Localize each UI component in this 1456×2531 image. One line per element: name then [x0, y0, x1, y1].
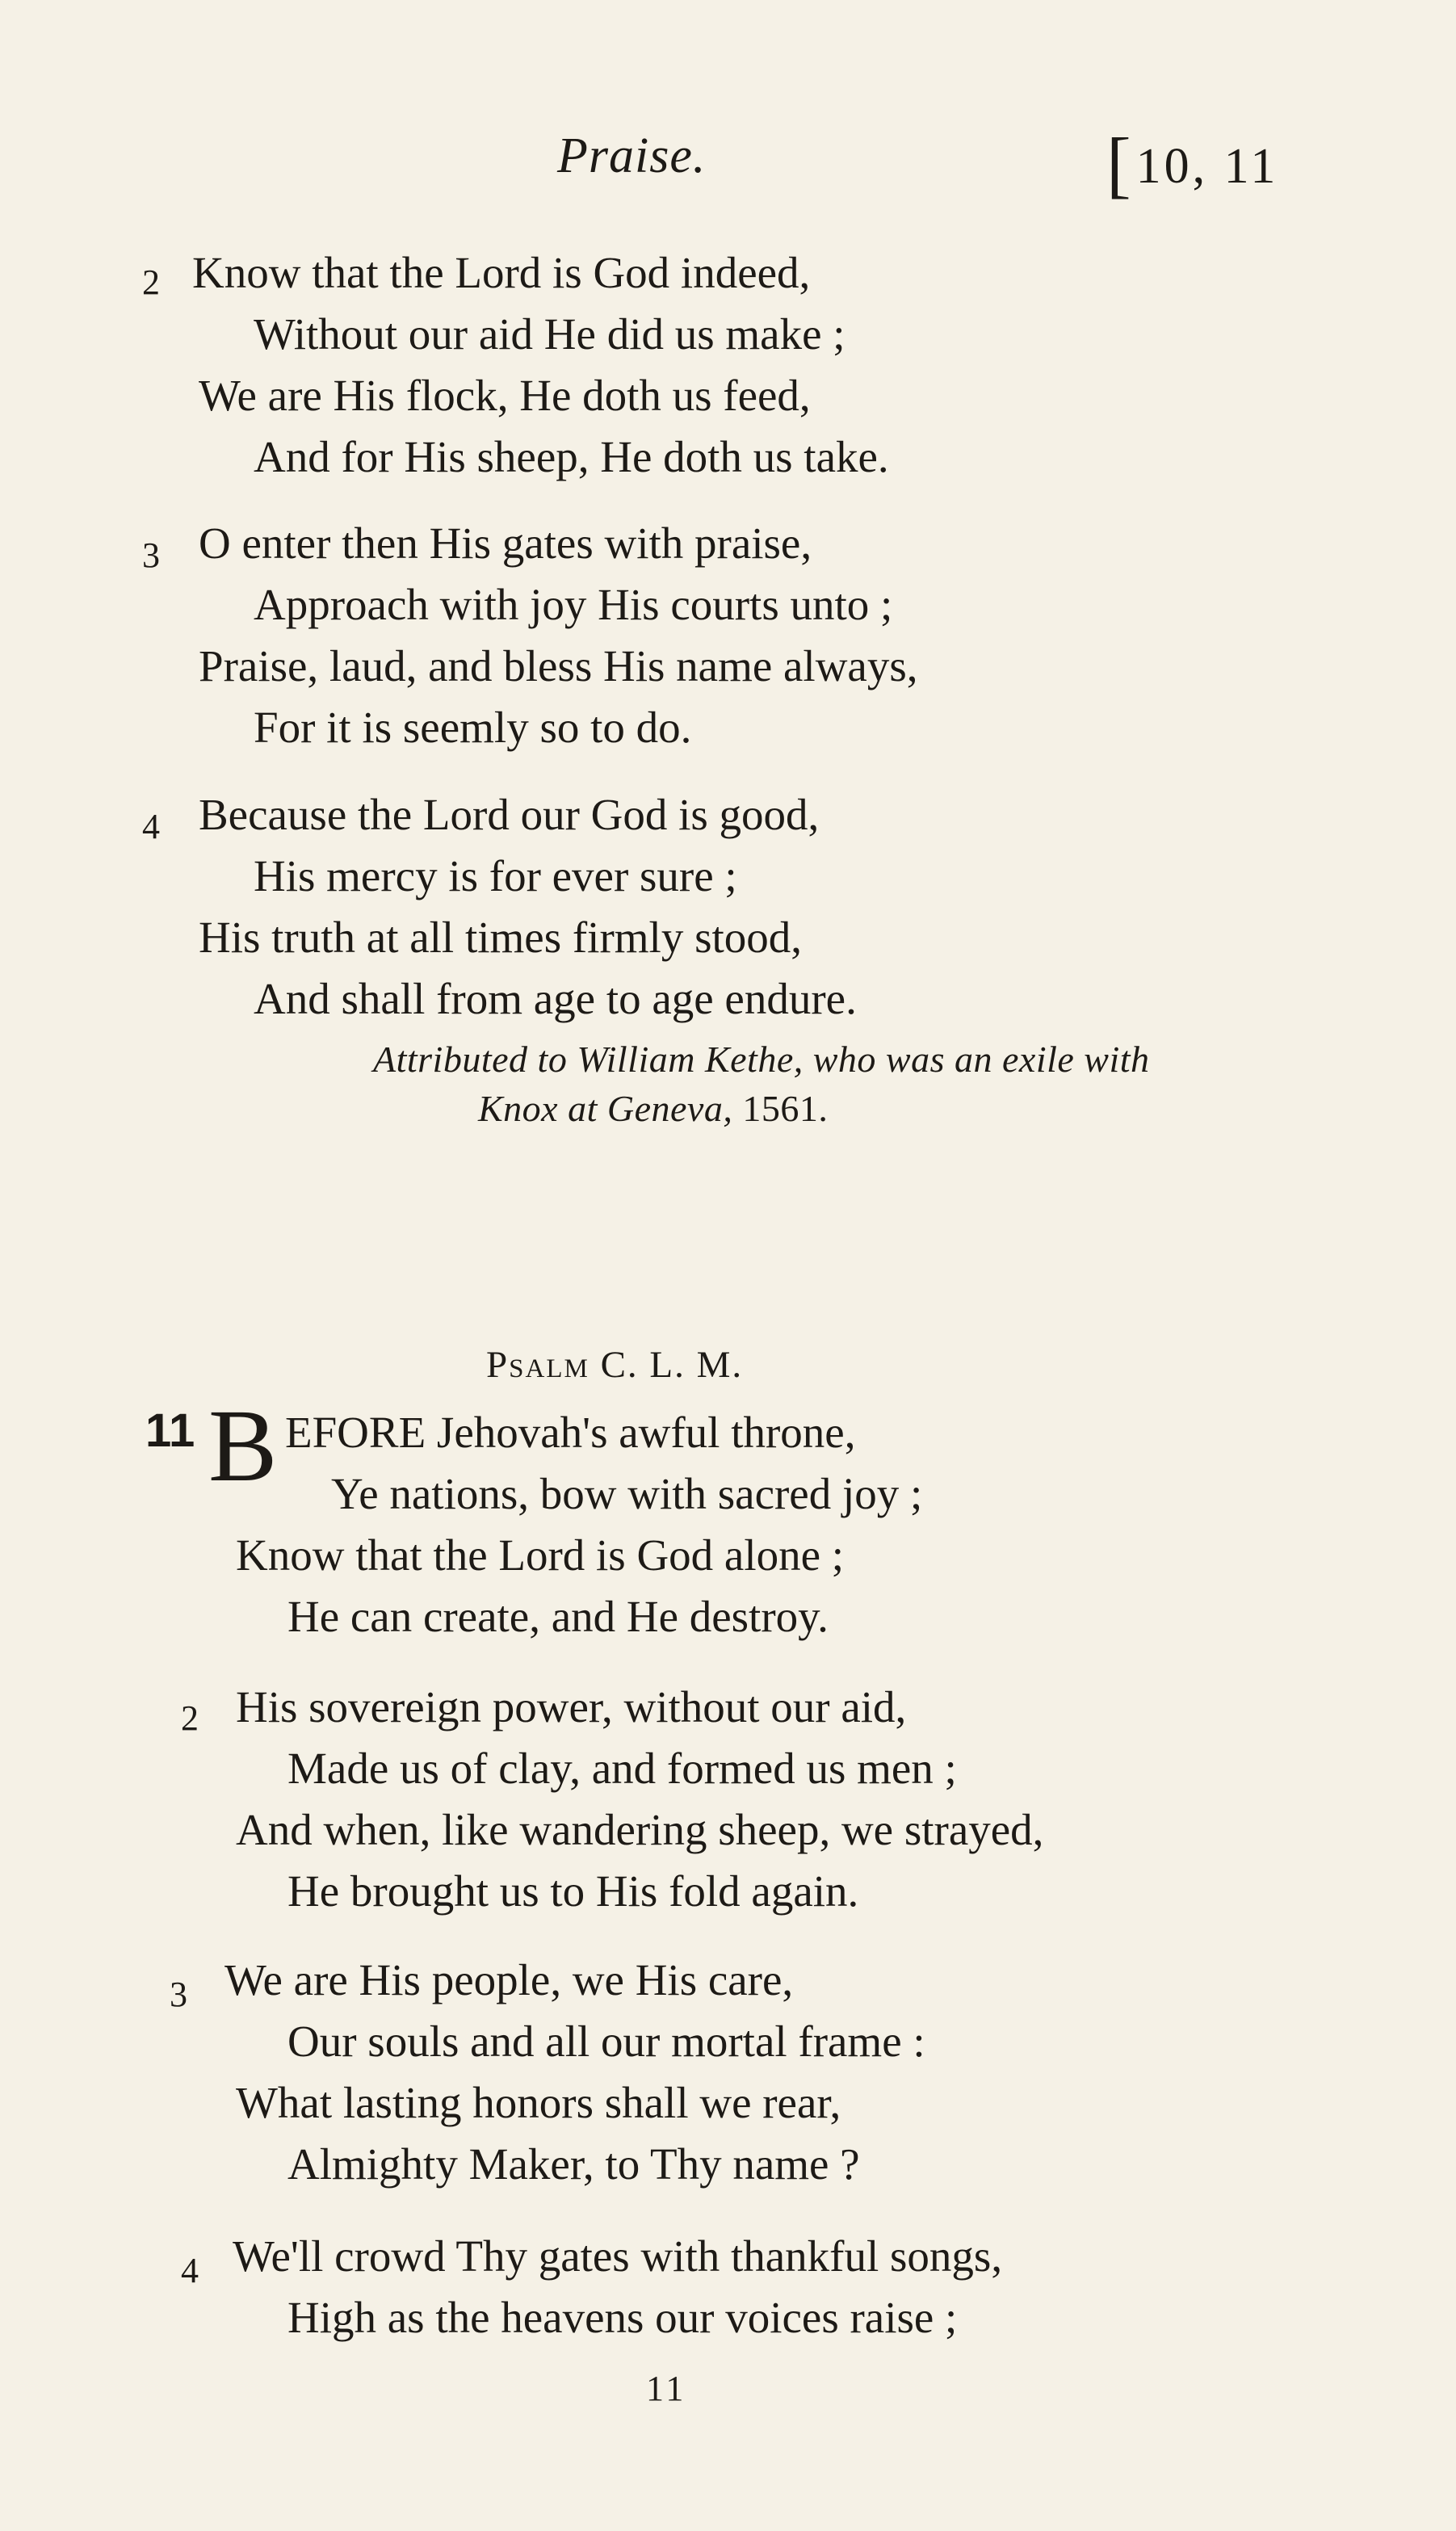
verse-line: He can create, and He destroy.: [287, 1592, 829, 1641]
verse-line: Without our aid He did us make ;: [254, 309, 845, 359]
verse-line: We are His people, we His care,: [224, 1955, 794, 2004]
verse-line: His sovereign power, without our aid,: [236, 1682, 907, 1731]
psalm-heading: [486, 1343, 743, 1387]
psalm-word: Psalm: [486, 1344, 590, 1386]
verse-line: His mercy is for ever sure ;: [254, 851, 737, 900]
verse-line: And shall from age to age endure.: [254, 974, 857, 1023]
stanza-number: 3: [142, 535, 160, 575]
stanza-number: 3: [170, 1975, 187, 2014]
stanza-number: 2: [142, 262, 160, 302]
attribution-line: Attributed to William Kethe, who was an exile with: [373, 1039, 1150, 1080]
verse-line: Approach with joy His courts unto ;: [254, 580, 893, 629]
attribution-place: Knox at Geneva,: [478, 1088, 733, 1129]
attribution-year: 1561.: [742, 1088, 829, 1129]
stanza-number: 4: [181, 2251, 199, 2290]
verse-line: Our souls and all our mortal frame :: [287, 2017, 925, 2066]
stanza-number: 4: [142, 807, 160, 846]
verse-line: Because the Lord our God is good,: [199, 790, 820, 839]
verse-line: Know that the Lord is God alone ;: [236, 1530, 845, 1580]
page-number: 11: [646, 2369, 687, 2408]
verse-line: We are His flock, He doth us feed,: [199, 371, 811, 420]
verse-line: We'll crowd Thy gates with thankful songs,: [233, 2231, 1003, 2281]
verse-line: And when, like wandering sheep, we strayed,: [236, 1805, 1044, 1854]
verse-line: Made us of clay, and formed us men ;: [287, 1744, 957, 1793]
running-head-hymn-numbers: [1106, 121, 1278, 207]
stanza-number: 2: [181, 1698, 199, 1738]
verse-line: O enter then His gates with praise,: [199, 518, 812, 568]
verse-line: Ye nations, bow with sacred joy ;: [331, 1469, 923, 1518]
verse-line: Almighty Maker, to Thy name ?: [287, 2139, 860, 2189]
attribution-line: [478, 1090, 828, 1127]
verse-line: EFORE Jehovah's awful throne,: [285, 1408, 856, 1457]
psalm-meter: C. L. M.: [600, 1344, 744, 1386]
header-bracket: [: [1106, 123, 1135, 205]
hymn-number: 11: [145, 1404, 195, 1457]
verse-line: His truth at all times firmly stood,: [199, 913, 803, 962]
verse-line: For it is seemly so to do.: [254, 703, 692, 752]
verse-line: Know that the Lord is God indeed,: [192, 248, 811, 297]
verse-line: Praise, laud, and bless His name always,: [199, 641, 918, 690]
verse-line: High as the heavens our voices raise ;: [287, 2293, 958, 2342]
drop-cap: B: [208, 1388, 278, 1503]
running-head-title: Praise.: [557, 128, 707, 183]
verse-line: And for His sheep, He doth us take.: [254, 432, 889, 481]
verse-line: He brought us to His fold again.: [287, 1866, 859, 1916]
header-number-text: 10, 11: [1135, 139, 1279, 194]
verse-line: What lasting honors shall we rear,: [236, 2078, 841, 2127]
